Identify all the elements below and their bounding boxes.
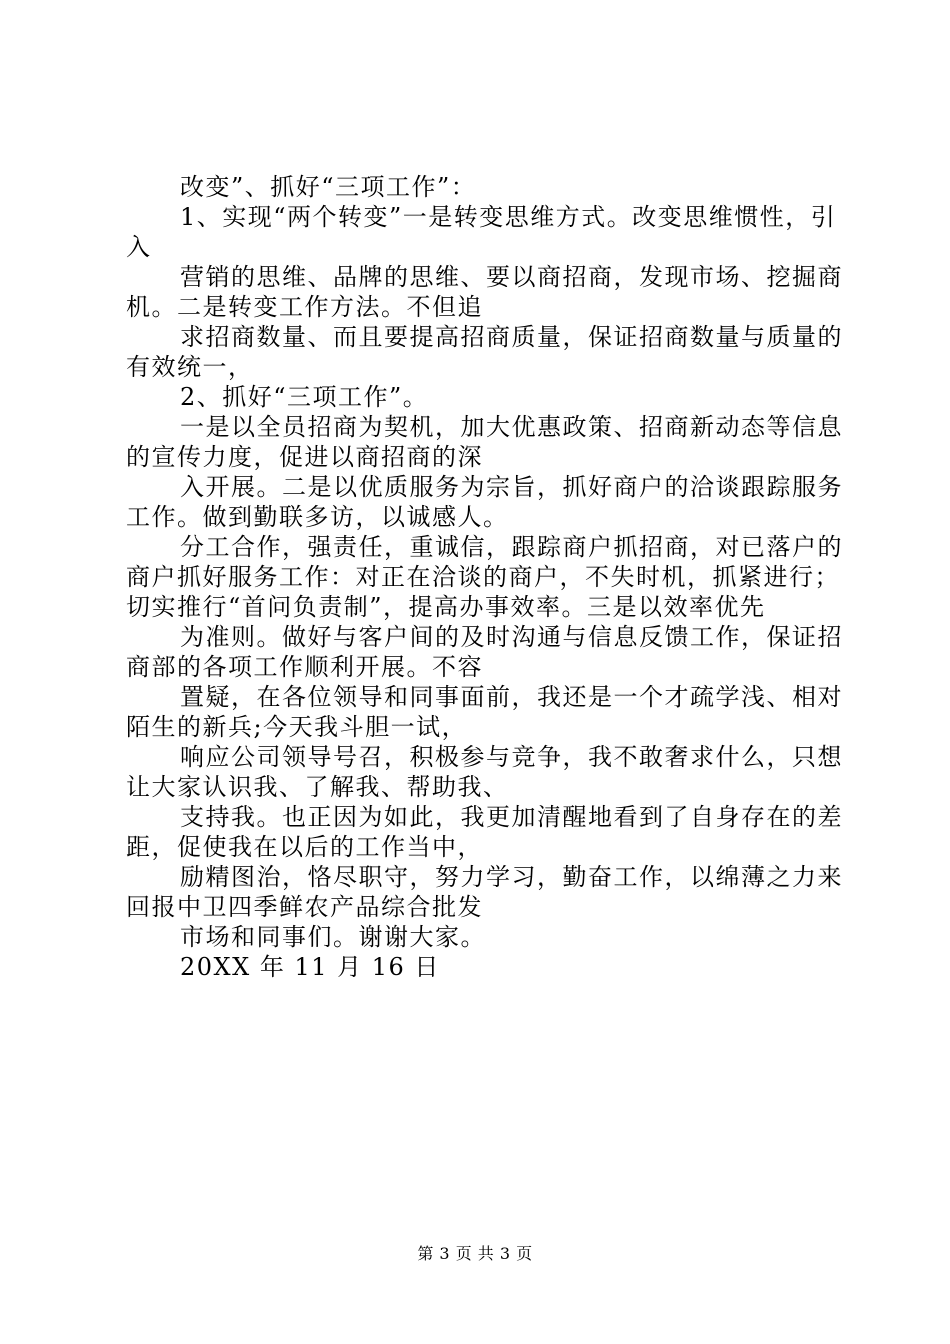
page-number-footer: 第 3 页 共 3 页 [417, 1244, 533, 1263]
paragraph-10: 置疑，在各位领导和同事面前，我还是一个才疏学浅、相对陌生的新兵;今天我斗胆一试， [126, 683, 843, 741]
paragraph-2: 1、实现“两个转变”一是转变思维方式。改变思维惯性，引入 [126, 203, 837, 261]
paragraph-12: 支持我。也正因为如此，我更加清醒地看到了自身存在的差距，促使我在以后的工作当中， [126, 803, 843, 861]
paragraph-5: 2、抓好“三项工作”。 [180, 383, 429, 411]
paragraph-3: 营销的思维、品牌的思维、要以商招商，发现市场、挖掘商机。二是转变工作方法。不但追 [126, 263, 843, 321]
paragraph-4: 求招商数量、而且要提高招商质量，保证招商数量与质量的有效统一， [126, 323, 843, 381]
paragraph-11: 响应公司领导号召，积极参与竞争，我不敢奢求什么，只想让大家认识我、了解我、帮助我、 [126, 743, 843, 801]
document-body [126, 172, 846, 982]
paragraph-6: 一是以全员招商为契机，加大优惠政策、招商新动态等信息的宣传力度，促进以商招商的深 [126, 413, 843, 471]
paragraph-1: 改变”、抓好“三项工作”： [180, 173, 477, 201]
paragraph-7: 入开展。二是以优质服务为宗旨，抓好商户的洽谈跟踪服务工作。做到勤联多访，以诚感人。 [126, 473, 843, 531]
paragraph-13: 励精图治，恪尽职守，努力学习，勤奋工作，以绵薄之力来回报中卫四季鲜农产品综合批发 [126, 863, 843, 921]
paragraph-14: 市场和同事们。谢谢大家。 [180, 923, 486, 951]
paragraph-8: 分工合作，强责任，重诚信，跟踪商户抓招商，对已落户的商户抓好服务工作：对正在洽谈的商户，不失时机，抓紧进行；切实推行“首问负责制”，提高办事效率。三是以效率优先 [126, 533, 843, 621]
date-line: 20XX 年 11 月 16 日 [180, 953, 440, 981]
paragraph-9: 为准则。做好与客户间的及时沟通与信息反馈工作，保证招商部的各项工作顺利开展。不容 [126, 623, 843, 681]
